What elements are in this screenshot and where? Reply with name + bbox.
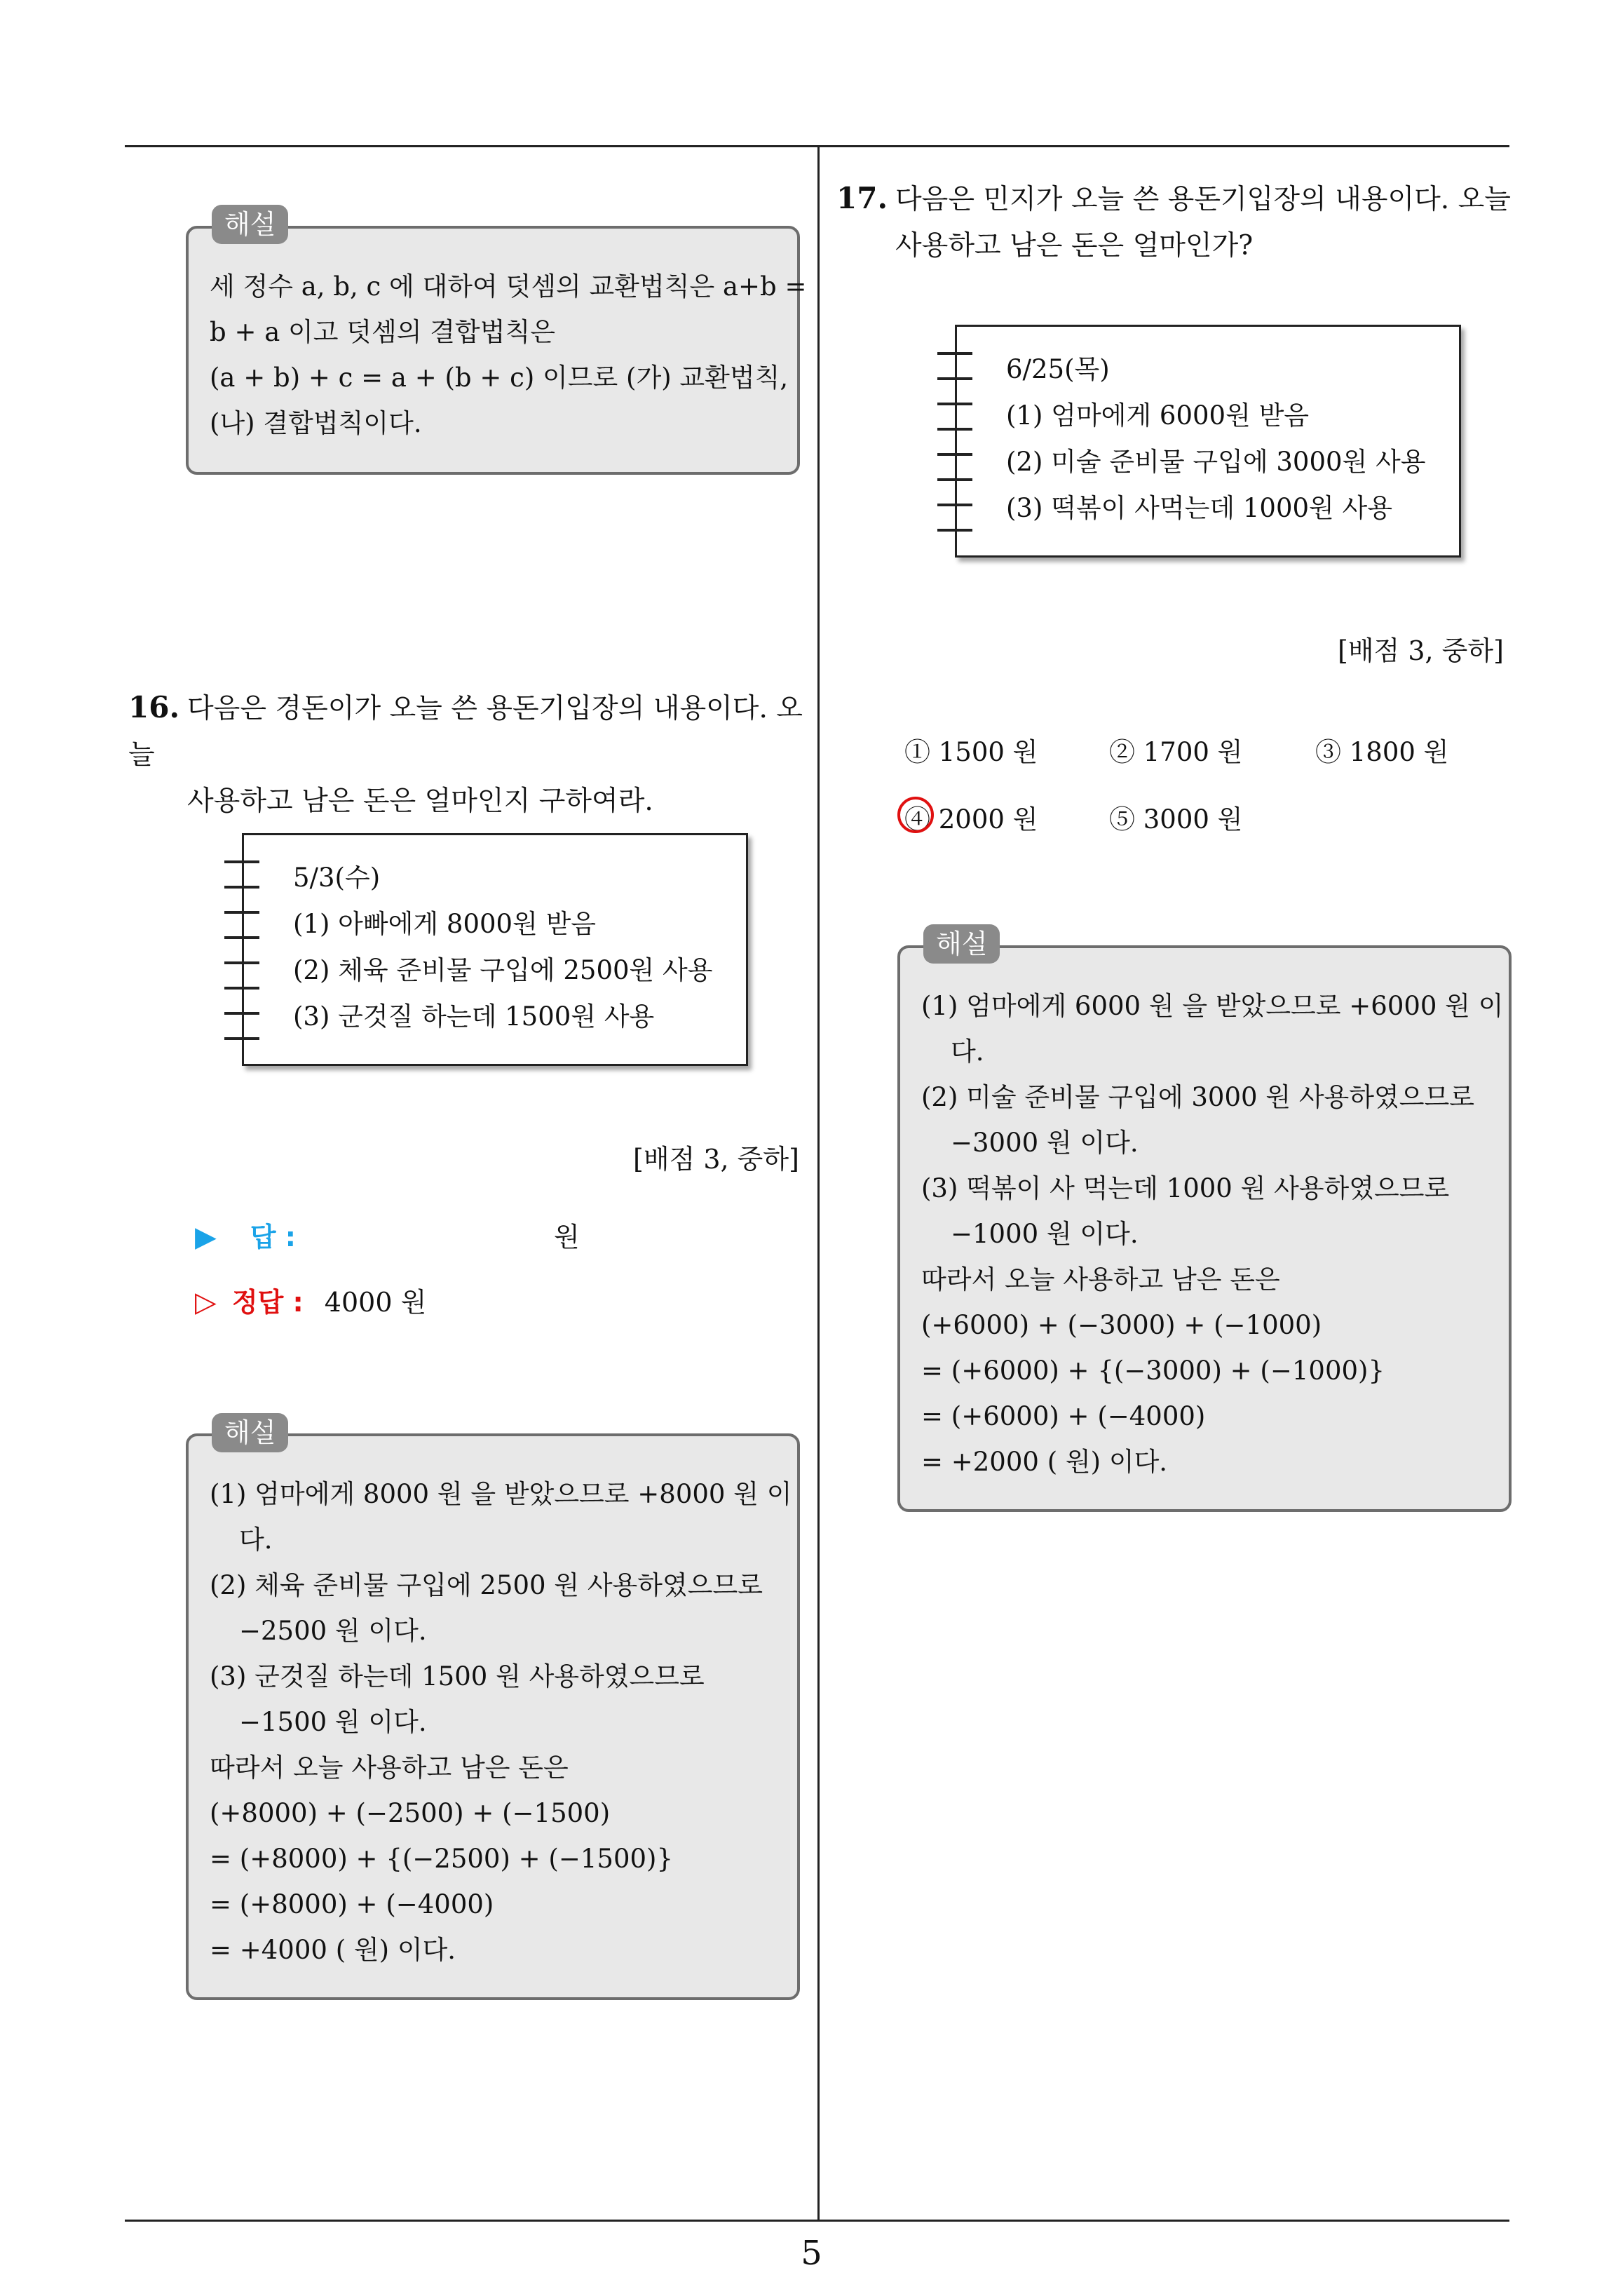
column-divider <box>817 145 820 2221</box>
explanation-line: (3) 떡볶이 사 먹는데 1000 원 사용하였으므로 <box>921 1173 1450 1203</box>
ledger-note-17 <box>955 325 1461 558</box>
choice-3[interactable]: ③ 1800 원 <box>1315 737 1449 767</box>
page-number: 5 <box>801 2234 822 2273</box>
binder-ring <box>937 352 972 355</box>
selected-answer-circle <box>897 797 934 833</box>
binder-ring <box>224 936 259 939</box>
problem-text: 다음은 경돈이가 오늘 쓴 용돈기입장의 내용이다. 오늘 <box>128 693 803 771</box>
explanation-line: 다. <box>239 1525 273 1555</box>
binder-ring <box>224 911 259 914</box>
explanation-tab: 해설 <box>923 924 1000 964</box>
binder-ring <box>224 987 259 990</box>
problem-17 <box>836 175 1523 269</box>
bottom-rule <box>125 2220 1509 2222</box>
explanation-line: (나) 결합법칙이다. <box>210 408 422 438</box>
ledger-line: (1) 아빠에게 8000원 받음 <box>293 909 597 939</box>
explanation-line: (2) 체육 준비물 구입에 2500 원 사용하였으므로 <box>210 1570 763 1600</box>
explanation-line: 세 정수 a, b, c 에 대하여 덧셈의 교환법칙은 a+b = <box>210 271 807 302</box>
triangle-outline-icon: ▷ <box>195 1286 217 1318</box>
binder-ring <box>224 1012 259 1015</box>
explanation-line: (a + b) + c = a + (b + c) 이므로 (가) 교환법칙, <box>210 363 789 393</box>
ledger-line: (2) 체육 준비물 구입에 2500원 사용 <box>293 955 713 985</box>
problem-text: 사용하고 남은 돈은 얼마인가? <box>895 230 1254 262</box>
explanation-box-17 <box>897 945 1512 1512</box>
explanation-line: = (+6000) + {(−3000) + (−1000)} <box>921 1356 1385 1386</box>
choice-4[interactable]: ④ 2000 원 <box>904 804 1038 835</box>
explanation-line: = +2000 ( 원) 이다. <box>921 1447 1168 1477</box>
ledger-line: (3) 군것질 하는데 1500원 사용 <box>293 1001 655 1032</box>
explanation-tab: 해설 <box>212 205 288 244</box>
ledger-line: 6/25(목) <box>1006 354 1110 384</box>
explanation-line: (3) 군것질 하는데 1500 원 사용하였으므로 <box>210 1661 705 1691</box>
correct-answer-value: 4000 원 <box>324 1287 427 1318</box>
ledger-note-16 <box>242 833 748 1066</box>
answer-label: 답 : <box>250 1222 296 1252</box>
problem-number: 16. <box>128 690 180 724</box>
problem-text: 다음은 민지가 오늘 쓴 용돈기입장의 내용이다. 오늘 <box>895 184 1511 215</box>
explanation-line: −2500 원 이다. <box>239 1616 427 1646</box>
explanation-box-16 <box>186 1433 800 2000</box>
choice-1[interactable]: ① 1500 원 <box>904 737 1038 767</box>
binder-ring <box>937 529 972 532</box>
play-icon: ▶ <box>195 1221 217 1253</box>
explanation-line: (1) 엄마에게 8000 원 을 받았으므로 +8000 원 이 <box>210 1479 792 1509</box>
score-label: [배점 3, 중하] <box>1338 635 1504 666</box>
binder-ring <box>937 453 972 456</box>
answer-row <box>195 1215 296 1254</box>
explanation-line: = +4000 ( 원) 이다. <box>210 1935 456 1965</box>
explanation-line: = (+8000) + {(−2500) + (−1500)} <box>210 1844 673 1874</box>
explanation-tab: 해설 <box>212 1413 288 1452</box>
problem-text: 사용하고 남은 돈은 얼마인지 구하여라. <box>187 785 653 817</box>
explanation-line: = (+6000) + (−4000) <box>921 1401 1206 1431</box>
ledger-line: (1) 엄마에게 6000원 받음 <box>1006 400 1310 431</box>
binder-ring <box>937 504 972 506</box>
explanation-line: b + a 이고 덧셈의 결합법칙은 <box>210 317 555 347</box>
explanation-box-15 <box>186 226 807 475</box>
explanation-line: −1500 원 이다. <box>239 1707 427 1737</box>
explanation-line: 다. <box>951 1036 984 1067</box>
explanation-line: −3000 원 이다. <box>951 1128 1139 1158</box>
ledger-line: 5/3(수) <box>293 863 381 893</box>
explanation-line: (1) 엄마에게 6000 원 을 받았으므로 +6000 원 이 <box>921 991 1504 1021</box>
binder-ring <box>937 428 972 431</box>
correct-answer-row <box>195 1281 426 1319</box>
answer-unit: 원 <box>554 1222 580 1252</box>
explanation-line: (2) 미술 준비물 구입에 3000 원 사용하였으므로 <box>921 1082 1475 1112</box>
correct-answer-label: 정답 : <box>231 1287 304 1318</box>
explanation-line: (+6000) + (−3000) + (−1000) <box>921 1310 1322 1340</box>
binder-ring <box>224 1037 259 1040</box>
ledger-line: (3) 떡볶이 사먹는데 1000원 사용 <box>1006 493 1393 523</box>
binder-ring <box>937 377 972 380</box>
problem-number: 17. <box>836 181 888 215</box>
score-label: [배점 3, 중하] <box>633 1144 799 1175</box>
ledger-line: (2) 미술 준비물 구입에 3000원 사용 <box>1006 447 1426 477</box>
explanation-line: −1000 원 이다. <box>951 1219 1139 1249</box>
problem-16 <box>128 684 815 825</box>
binder-ring <box>224 860 259 863</box>
binder-ring <box>224 961 259 964</box>
choice-5[interactable]: ⑤ 3000 원 <box>1109 804 1243 835</box>
explanation-line: 따라서 오늘 사용하고 남은 돈은 <box>921 1264 1280 1295</box>
explanation-line: = (+8000) + (−4000) <box>210 1889 494 1919</box>
binder-ring <box>224 886 259 889</box>
binder-ring <box>937 403 972 405</box>
explanation-line: (+8000) + (−2500) + (−1500) <box>210 1798 611 1828</box>
binder-ring <box>937 478 972 481</box>
explanation-line: 따라서 오늘 사용하고 남은 돈은 <box>210 1753 569 1783</box>
choice-2[interactable]: ② 1700 원 <box>1109 737 1243 767</box>
